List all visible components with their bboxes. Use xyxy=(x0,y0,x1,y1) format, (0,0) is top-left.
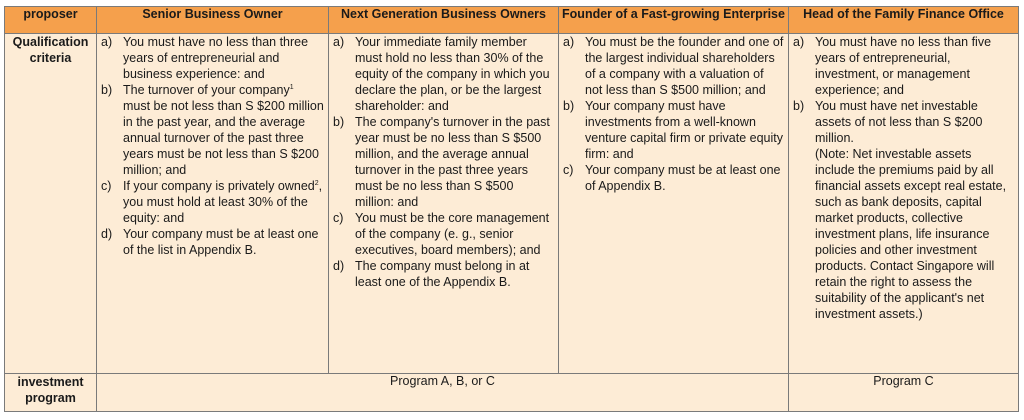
criterion-item xyxy=(97,82,328,178)
criterion-text-part: If your company is privately owned xyxy=(123,179,315,193)
criterion-text xyxy=(123,178,328,226)
criterion-item xyxy=(789,34,1018,98)
criterion-marker: b) xyxy=(333,115,345,129)
header-row xyxy=(5,7,1019,34)
criterion-item xyxy=(329,34,558,114)
criterion-marker: c) xyxy=(101,179,112,193)
criterion-marker: a) xyxy=(793,35,805,49)
criterion-marker: b) xyxy=(793,99,805,113)
criterion-item xyxy=(329,210,558,258)
criterion-marker: b) xyxy=(101,83,113,97)
criterion-marker: c) xyxy=(563,163,574,177)
criterion-text-part: The turnover of your company xyxy=(123,83,290,97)
criterion-marker: c) xyxy=(333,211,344,225)
program-c-cell: Program C xyxy=(789,374,1019,412)
header-senior-business-owner: Senior Business Owner xyxy=(97,7,329,34)
qualification-criteria-label: Qualification criteria xyxy=(5,34,97,374)
header-next-generation-owners: Next Generation Business Owners xyxy=(329,7,559,34)
criterion-marker: b) xyxy=(563,99,575,113)
criterion-text: You must be the core management of the company (e. g., senior executives, board members); and xyxy=(355,211,550,257)
criterion-text: You must have no less than five years of entrepreneurial, investment, or management experience; and xyxy=(815,35,992,97)
criterion-item xyxy=(329,258,558,290)
criterion-marker: d) xyxy=(101,227,113,241)
criteria-family-finance-office xyxy=(789,34,1019,374)
investment-program-label: investment program xyxy=(5,374,97,412)
criterion-item xyxy=(559,98,788,162)
footnote-marker: 2 xyxy=(314,179,319,187)
criterion-text-part: , you must hold at least 30% of the equity: and xyxy=(123,179,323,225)
criterion-item xyxy=(97,178,328,226)
criterion-item xyxy=(559,162,788,194)
criterion-text: You must have no less than three years of entrepreneurial and business experience: and xyxy=(123,35,309,81)
criteria-next-generation-owners xyxy=(329,34,559,374)
criterion-marker: d) xyxy=(333,259,345,273)
header-proposer: proposer xyxy=(5,7,97,34)
criterion-text xyxy=(123,82,328,178)
criteria-senior-business-owner xyxy=(97,34,329,374)
criterion-marker: a) xyxy=(101,35,113,49)
criterion-text: The company must belong in at least one of the Appendix B. xyxy=(355,259,530,289)
criterion-text: Your company must be at least one of the list in Appendix B. xyxy=(123,227,319,257)
criterion-text: Your immediate family member must hold no less than 30% of the equity of the company in which you declare the plan, or be the largest shareholder: and xyxy=(355,35,550,113)
criterion-text: You must have net investable assets of not less than S $200 million. xyxy=(815,99,983,145)
criterion-note-text: (Note: Net investable assets include the premiums paid by all financial assets except real estate, such as bank deposits, capital market products, collective investment plans, life insurance policies and other investment products. Contact Singapore will retain the right to assess the suitability of the applicant's net investment assets.) xyxy=(815,147,1007,321)
criterion-note xyxy=(789,146,1018,322)
criterion-marker xyxy=(789,146,815,322)
criterion-item xyxy=(559,34,788,98)
header-founder-fast-growing: Founder of a Fast-growing Enterprise xyxy=(559,7,789,34)
criteria-founder-fast-growing xyxy=(559,34,789,374)
criterion-marker: a) xyxy=(563,35,575,49)
criterion-text: You must be the founder and one of the largest individual shareholders of a company with a valuation of not less than S $500 million; and xyxy=(585,35,784,97)
investment-program-row xyxy=(5,374,1019,412)
criterion-text-part: must be not less than S $200 million in the past year, and the average annual turnover of the past three years must be not less than S $200 million; and xyxy=(123,99,324,177)
criterion-item xyxy=(97,226,328,258)
program-abc-cell: Program A, B, or C xyxy=(97,374,789,412)
qualification-table xyxy=(4,6,1019,412)
criterion-text: Your company must have investments from a well-known venture capital firm or private equity firm: and xyxy=(585,99,784,161)
criterion-item xyxy=(329,114,558,210)
criterion-text: The company's turnover in the past year must be no less than S $500 million, and the average annual turnover in the past three years must be no less than S $500 million: and xyxy=(355,115,550,209)
header-family-finance-office: Head of the Family Finance Office xyxy=(789,7,1019,34)
criterion-item xyxy=(789,98,1018,146)
criterion-marker: a) xyxy=(333,35,345,49)
footnote-marker: 1 xyxy=(289,83,294,91)
criterion-item xyxy=(97,34,328,82)
criterion-text: Your company must be at least one of Appendix B. xyxy=(585,163,781,193)
qualification-row xyxy=(5,34,1019,374)
